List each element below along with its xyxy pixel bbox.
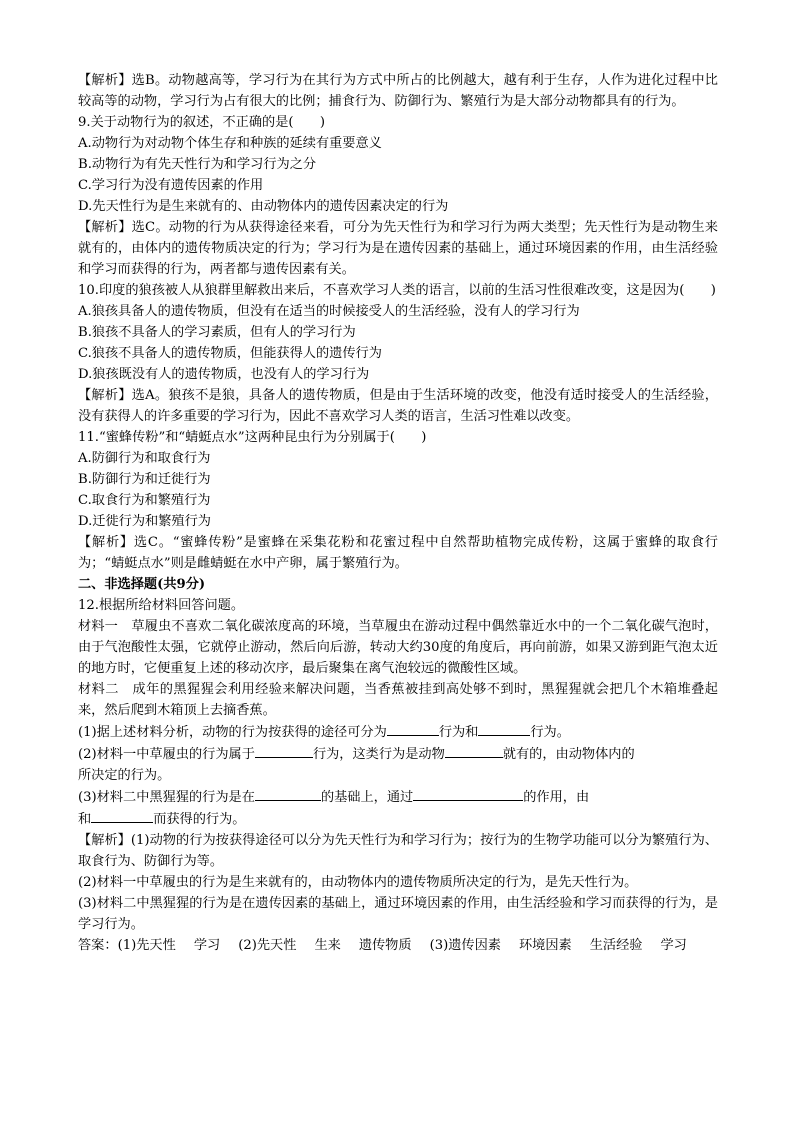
q10-stem: 10.印度的狼孩被人从狼群里解救出来后，不喜欢学习人类的语言，以前的生活习性很难改变，这是因为( ) bbox=[78, 283, 716, 298]
answer-item: 生来 bbox=[314, 938, 341, 953]
answer-blank[interactable] bbox=[387, 721, 439, 736]
q12-sub-question-3-cont bbox=[78, 808, 718, 830]
q12-sub2-text-b: 行为，这类行为是动物 bbox=[312, 747, 445, 762]
q12-sub1-text-b: 行为和 bbox=[438, 725, 479, 740]
q11-option-c: C.取食行为和繁殖行为 bbox=[78, 493, 211, 508]
q12-analysis-2: (2)材料一中草履虫的行为是生来就有的，由动物体内的遗传物质所决定的行为，是先天性行为。 bbox=[78, 875, 638, 890]
q12-answer bbox=[78, 935, 718, 956]
q11-option-d: D.迁徙行为和繁殖行为 bbox=[78, 514, 211, 529]
answer-blank[interactable] bbox=[255, 786, 321, 801]
q11-analysis: 【解析】选C。“蜜蜂传粉”是蜜蜂在采集花粉和花蜜过程中自然帮助植物完成传粉，这属于蜜蜂的取食行为；“蜻蜓点水”则是雌蜻蜓在水中产卵，属于繁殖行为。 bbox=[78, 535, 718, 571]
q12-sub3-text-c: 的作用，由 bbox=[523, 790, 590, 805]
q12-stem: 12.根据所给材料回答问题。 bbox=[78, 598, 245, 613]
q9-option-d: D.先天性行为是生来就有的、由动物体内的遗传因素决定的行为 bbox=[78, 199, 449, 214]
q9-analysis: 【解析】选C。动物的行为从获得途径来看，可分为先天性行为和学习行为两大类型；先天性行为是动物生来就有的，由体内的遗传物质决定的行为；学习行为是在遗传因素的基础上，通过环境因素的作用，由生活经验和学习而获得的行为，两者都与遗传因素有关。 bbox=[78, 220, 718, 277]
q12-sub3-text-a: (3)材料二中黑猩猩的行为是在 bbox=[78, 790, 255, 805]
q10-option-b: B.狼孩不具备人的学习素质，但有人的学习行为 bbox=[78, 325, 356, 340]
q12-sub-question-1 bbox=[78, 721, 718, 743]
answer-blank[interactable] bbox=[413, 786, 523, 801]
q12-sub-question-3 bbox=[78, 786, 718, 808]
q12-sub2-text-c: 就有的，由动物体内的 bbox=[502, 747, 635, 762]
answer-item: (3)遗传因素 bbox=[429, 938, 501, 953]
answer-item: (2)先天性 bbox=[238, 938, 297, 953]
q10-option-a: A.狼孩具备人的遗传物质，但没有在适当的时候接受人的生活经验，没有人的学习行为 bbox=[78, 304, 580, 319]
q12-sub3-text-e: 而获得的行为。 bbox=[153, 812, 246, 827]
q9-stem: 9.关于动物行为的叙述，不正确的是( ) bbox=[78, 115, 326, 130]
answer-item: 学习 bbox=[193, 938, 221, 953]
answer-label: 答案： bbox=[78, 938, 118, 953]
q8-analysis: 【解析】选B。动物越高等，学习行为在其行为方式中所占的比例越大，越有利于生存，人作为进化过程中比较高等的动物，学习行为占有很大的比例；捕食行为、防御行为、繁殖行为是大部分动物都具有的行为。 bbox=[78, 73, 718, 109]
q12-sub-question-2 bbox=[78, 743, 718, 765]
q12-sub1-text-c: 行为。 bbox=[530, 725, 570, 740]
document-page bbox=[78, 70, 718, 956]
q10-analysis: 【解析】选A。狼孩不是狼，具备人的遗传物质，但是由于生活环境的改变，他没有适时接受人的生活经验，没有获得人的许多重要的学习行为，因此不喜欢学习人类的语言，生活习性难以改变。 bbox=[78, 388, 718, 424]
q12-sub3-text-b: 的基础上，通过 bbox=[320, 790, 414, 805]
answer-item: 环境因素 bbox=[519, 938, 572, 953]
answer-blank[interactable] bbox=[255, 743, 313, 758]
section-title: 二、非选择题(共9分) bbox=[78, 577, 206, 592]
q12-sub1-text-a: (1)据上述材料分析，动物的行为按获得的途径可分为 bbox=[78, 725, 387, 740]
q11-stem: 11.“蜜蜂传粉”和“蜻蜓点水”这两种昆虫行为分别属于( ) bbox=[78, 430, 427, 445]
q11-option-b: B.防御行为和迁徙行为 bbox=[78, 472, 211, 487]
q12-sub2-text-a: (2)材料一中草履虫的行为属于 bbox=[78, 747, 255, 762]
answer-item: 生活经验 bbox=[589, 938, 643, 953]
q12-analysis-3: (3)材料二中黑猩猩的行为是在遗传因素的基础上，通过环境因素的作用，由生活经验和学习而获得的行为，是学习行为。 bbox=[78, 896, 718, 932]
q11-option-a: A.防御行为和取食行为 bbox=[78, 451, 211, 466]
q12-sub-question-2-cont: 所决定的行为。 bbox=[78, 768, 171, 783]
q12-material-2: 材料二 成年的黑猩猩会利用经验来解决问题，当香蕉被挂到高处够不到时，黑猩猩就会把几个木箱堆叠起来，然后爬到木箱顶上去摘香蕉。 bbox=[78, 682, 718, 718]
q12-material-1: 材料一 草履虫不喜欢二氧化碳浓度高的环境，当草履虫在游动过程中偶然靠近水中的一个二氧化碳气泡时，由于气泡酸性太强，它就停止游动，然后向后游，转动大约30度的角度后，再向前游，如果又游到距气泡太近的地方时，它便重复上述的移动次序，最后聚集在离气泡较远的微酸性区域。 bbox=[78, 619, 718, 676]
q10-option-c: C.狼孩不具备人的遗传物质，但能获得人的遗传行为 bbox=[78, 346, 382, 361]
q9-option-c: C.学习行为没有遗传因素的作用 bbox=[78, 178, 264, 193]
answer-item: 学习 bbox=[660, 938, 687, 953]
q10-option-d: D.狼孩既没有人的遗传物质，也没有人的学习行为 bbox=[78, 367, 370, 382]
answer-blank[interactable] bbox=[445, 743, 503, 758]
answer-blank[interactable] bbox=[478, 721, 530, 736]
answer-item: 遗传物质 bbox=[358, 938, 412, 953]
q12-sub3-text-d: 和 bbox=[78, 812, 92, 827]
q9-option-b: B.动物行为有先天性行为和学习行为之分 bbox=[78, 157, 317, 172]
answer-item: (1)先天性 bbox=[117, 938, 176, 953]
answer-blank[interactable] bbox=[91, 808, 153, 823]
q9-option-a: A.动物行为对动物个体生存和种族的延续有重要意义 bbox=[78, 136, 382, 151]
q12-analysis-1: 【解析】(1)动物的行为按获得途径可以分为先天性行为和学习行为；按行为的生物学功能可以分为繁殖行为、取食行为、防御行为等。 bbox=[78, 833, 718, 869]
